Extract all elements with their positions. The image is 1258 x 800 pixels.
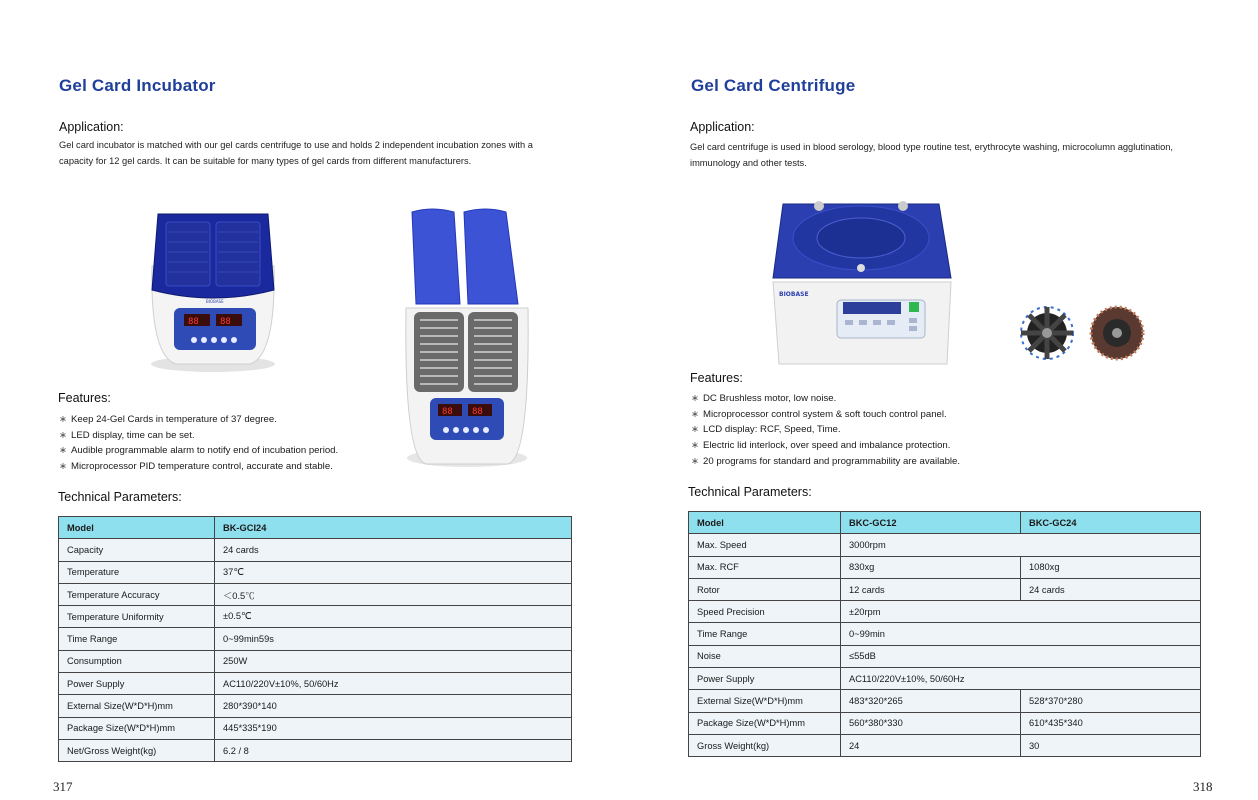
table-row <box>689 534 1201 556</box>
svg-text:88: 88 <box>442 407 453 417</box>
table-cell: Consumption <box>59 650 215 672</box>
table-cell: Package Size(W*D*H)mm <box>689 712 841 734</box>
table-cell: BK-GCI24 <box>215 517 572 539</box>
table-row <box>59 650 572 672</box>
list-item: ∗ LCD display: RCF, Speed, Time. <box>691 424 841 436</box>
table-row <box>689 556 1201 578</box>
list-item: ∗ 20 programs for standard and programmability are available. <box>691 455 961 467</box>
application-heading: Application: <box>690 120 755 134</box>
incubator-open-image <box>402 208 532 470</box>
table-row <box>59 606 572 628</box>
params-table <box>58 516 572 762</box>
table-cell: 3000rpm <box>841 534 1201 556</box>
table-cell: 24 <box>841 734 1021 756</box>
table-row <box>59 695 572 717</box>
table-row <box>59 583 572 605</box>
table-cell: Temperature Uniformity <box>59 606 215 628</box>
table-cell: Max. Speed <box>689 534 841 556</box>
list-item: ∗ Electric lid interlock, over speed and imbalance protection. <box>691 440 951 452</box>
table-cell: 6.2 / 8 <box>215 739 572 761</box>
application-text: Gel card incubator is matched with our gel cards centrifuge to use and holds 2 independent incubation zones with a capacity for 12 gel cards. It can be suitable for many types of gel cards from different manufacturers. <box>59 140 533 166</box>
table-row <box>59 539 572 561</box>
incubator-closed-image <box>146 206 280 374</box>
table-cell: Power Supply <box>689 668 841 690</box>
table-cell: Noise <box>689 645 841 667</box>
table-cell: BKC-GC24 <box>1021 512 1201 534</box>
table-row <box>689 690 1201 712</box>
table-cell: Capacity <box>59 539 215 561</box>
list-item: ∗ LED display, time can be set. <box>59 429 195 441</box>
table-cell: 445*335*190 <box>215 717 572 739</box>
table-row <box>59 673 572 695</box>
table-cell: 280*390*140 <box>215 695 572 717</box>
table-cell: Time Range <box>689 623 841 645</box>
table-cell: 250W <box>215 650 572 672</box>
table-header-row <box>689 512 1201 534</box>
table-cell: 0~99min59s <box>215 628 572 650</box>
table-cell: Gross Weight(kg) <box>689 734 841 756</box>
table-cell: Power Supply <box>59 673 215 695</box>
table-cell: Model <box>59 517 215 539</box>
table-row <box>689 712 1201 734</box>
table-cell: Rotor <box>689 578 841 600</box>
table-cell: 610*435*340 <box>1021 712 1201 734</box>
features-list <box>59 412 338 475</box>
list-item: ∗ Keep 24-Gel Cards in temperature of 37 degree. <box>59 414 277 425</box>
table-row <box>689 645 1201 667</box>
table-cell: Max. RCF <box>689 556 841 578</box>
table-cell: Net/Gross Weight(kg) <box>59 739 215 761</box>
table-cell: External Size(W*D*H)mm <box>59 695 215 717</box>
svg-text:88: 88 <box>220 317 231 327</box>
list-item: ∗ Microprocessor control system & soft touch control panel. <box>691 408 947 420</box>
table-cell: Temperature <box>59 561 215 583</box>
table-cell: ±0.5℃ <box>215 606 572 628</box>
features-heading: Features: <box>690 371 743 385</box>
table-cell: Package Size(W*D*H)mm <box>59 717 215 739</box>
table-cell: 24 cards <box>215 539 572 561</box>
table-cell: 560*380*330 <box>841 712 1021 734</box>
brand-label: BIOBASE <box>206 299 224 304</box>
list-item: ∗ DC Brushless motor, low noise. <box>691 393 837 404</box>
page-title: Gel Card Incubator <box>59 76 216 95</box>
list-item: ∗ Microprocessor PID temperature control, accurate and stable. <box>59 461 333 473</box>
table-row <box>689 578 1201 600</box>
table-row <box>59 561 572 583</box>
table-cell: ±20rpm <box>841 601 1201 623</box>
right-page <box>629 0 1258 800</box>
table-cell: Model <box>689 512 841 534</box>
page-title: Gel Card Centrifuge <box>691 76 856 95</box>
svg-text:88: 88 <box>188 317 199 327</box>
features-heading: Features: <box>58 391 111 405</box>
table-row <box>689 668 1201 690</box>
table-cell: 1080xg <box>1021 556 1201 578</box>
table-cell: 830xg <box>841 556 1021 578</box>
params-heading: Technical Parameters: <box>58 490 182 504</box>
table-cell: Time Range <box>59 628 215 650</box>
params-table <box>688 511 1201 757</box>
table-cell: 37℃ <box>215 561 572 583</box>
svg-text:88: 88 <box>472 407 483 417</box>
features-list <box>691 391 960 469</box>
table-cell: Speed Precision <box>689 601 841 623</box>
table-cell: ≤55dB <box>841 645 1201 667</box>
brand-label: BIOBASE <box>779 291 809 298</box>
table-row <box>689 623 1201 645</box>
table-cell: BKC-GC12 <box>841 512 1021 534</box>
table-cell: 12 cards <box>841 578 1021 600</box>
page-number: 317 <box>53 779 73 794</box>
table-cell: 30 <box>1021 734 1201 756</box>
table-row <box>59 628 572 650</box>
centrifuge-image <box>769 198 955 368</box>
page-number: 318 <box>1193 779 1213 794</box>
table-cell: 483*320*265 <box>841 690 1021 712</box>
table-cell: AC110/220V±10%, 50/60Hz <box>841 668 1201 690</box>
application-heading: Application: <box>59 120 124 134</box>
table-row <box>689 734 1201 756</box>
table-cell: Temperature Accuracy <box>59 583 215 605</box>
table-cell: ＜0.5℃ <box>215 583 572 605</box>
application-text: Gel card centrifuge is used in blood serology, blood type routine test, erythrocyte washing, microcolumn agglutination, immunology and other tests. <box>690 142 1174 168</box>
table-cell: AC110/220V±10%, 50/60Hz <box>215 673 572 695</box>
table-row <box>59 739 572 761</box>
table-cell: 528*370*280 <box>1021 690 1201 712</box>
table-cell: 24 cards <box>1021 578 1201 600</box>
list-item: ∗ Audible programmable alarm to notify end of incubation period. <box>59 445 339 457</box>
table-row <box>689 601 1201 623</box>
table-header-row <box>59 517 572 539</box>
table-cell: 0~99min <box>841 623 1201 645</box>
rotor-images <box>1017 303 1147 365</box>
table-row <box>59 717 572 739</box>
params-heading: Technical Parameters: <box>688 485 812 499</box>
table-cell: External Size(W*D*H)mm <box>689 690 841 712</box>
